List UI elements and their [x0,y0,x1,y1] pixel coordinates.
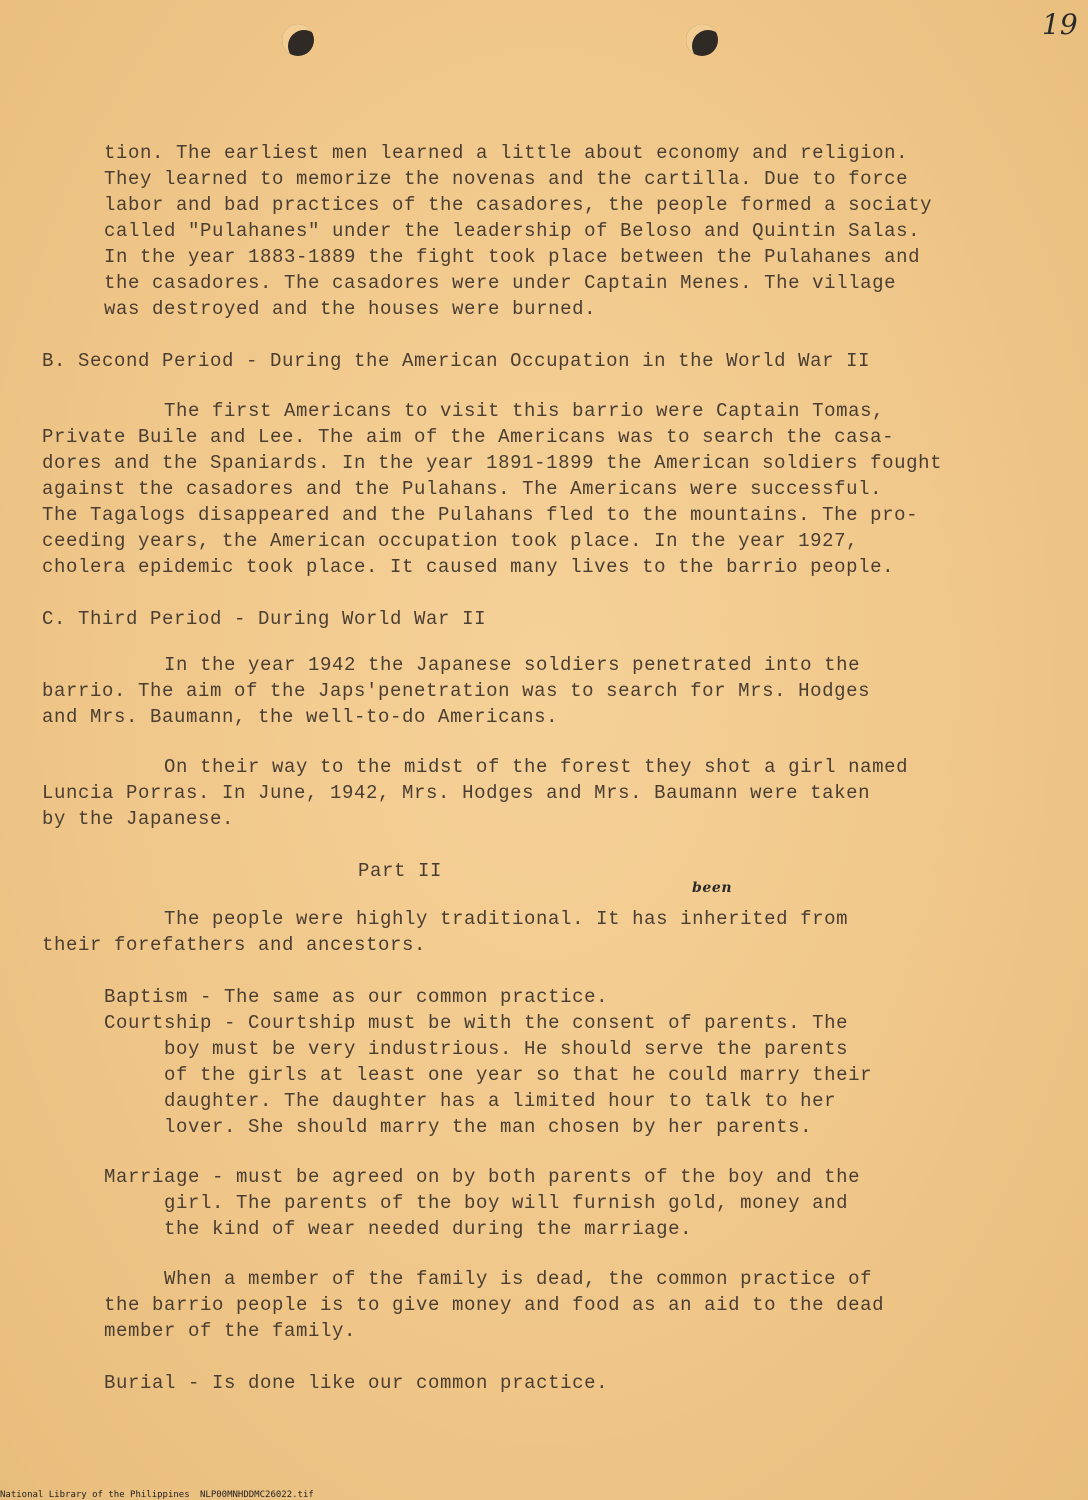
text-line: against the casadores and the Pulahans. The Americans were successful. [42,478,883,500]
text-line: Luncia Porras. In June, 1942, Mrs. Hodges and Mrs. Baumann were taken [42,782,871,804]
text-line: The Tagalogs disappeared and the Pulahans fled to the mountains. The pro- [42,504,919,526]
text-line: lover. She should marry the man chosen by her parents. [164,1116,813,1138]
text-line: by the Japanese. [42,808,235,830]
text-line: tion. The earliest men learned a little about economy and religion. [104,142,909,164]
text-line: On their way to the midst of the forest they shot a girl named [164,756,909,778]
punch-hole-left [282,24,314,56]
text-line: was destroyed and the houses were burned. [104,298,597,320]
text-line: the barrio people is to give money and food as an aid to the dead [104,1294,885,1316]
text-line: Marriage - must be agreed on by both parents of the boy and the [104,1166,861,1188]
punch-hole-right [686,24,718,56]
text-line: Baptism - The same as our common practice. [104,986,609,1008]
text-line: The first Americans to visit this barrio were Captain Tomas, [164,400,885,422]
text-line: labor and bad practices of the casadores, the people formed a sociaty [104,194,933,216]
page-number: 19 [1042,8,1078,41]
text-line: girl. The parents of the boy will furnish gold, money and [164,1192,849,1214]
text-line: called "Pulahanes" under the leadership of Beloso and Quintin Salas. [104,220,921,242]
text-line: Burial - Is done like our common practice. [104,1372,609,1394]
text-line: of the girls at least one year so that he could marry their [164,1064,873,1086]
text-line: their forefathers and ancestors. [42,934,427,956]
section-heading: C. Third Period - During World War II [42,608,487,630]
text-line: dores and the Spaniards. In the year 1891-1899 the American soldiers fought [42,452,943,474]
text-line: In the year 1883-1889 the fight took place between the Pulahanes and [104,246,921,268]
text-line: Courtship - Courtship must be with the consent of parents. The [104,1012,849,1034]
text-line: Private Buile and Lee. The aim of the Americans was to search the casa- [42,426,895,448]
text-line: ceeding years, the American occupation took place. In the year 1927, [42,530,859,552]
text-line: the casadores. The casadores were under Captain Menes. The village [104,272,897,294]
footer-library-name: National Library of the Philippines [0,1490,190,1500]
part-heading: Part II [358,860,443,882]
handwritten-annotation: been [692,880,733,896]
section-heading: B. Second Period - During the American Occupation in the World War II [42,350,871,372]
text-line: the kind of wear needed during the marriage. [164,1218,693,1240]
text-line: The people were highly traditional. It has inherited from [164,908,849,930]
text-line: When a member of the family is dead, the common practice of [164,1268,873,1290]
text-line: boy must be very industrious. He should serve the parents [164,1038,849,1060]
text-line: daughter. The daughter has a limited hour to talk to her [164,1090,837,1112]
text-line: In the year 1942 the Japanese soldiers penetrated into the [164,654,861,676]
text-line: They learned to memorize the novenas and the cartilla. Due to force [104,168,909,190]
text-line: barrio. The aim of the Japs'penetration was to search for Mrs. Hodges [42,680,871,702]
text-line: member of the family. [104,1320,357,1342]
text-line: and Mrs. Baumann, the well-to-do Americans. [42,706,559,728]
text-line: cholera epidemic took place. It caused many lives to the barrio people. [42,556,895,578]
footer-file-name: NLP00MNHDDMC26022.tif [200,1490,314,1500]
